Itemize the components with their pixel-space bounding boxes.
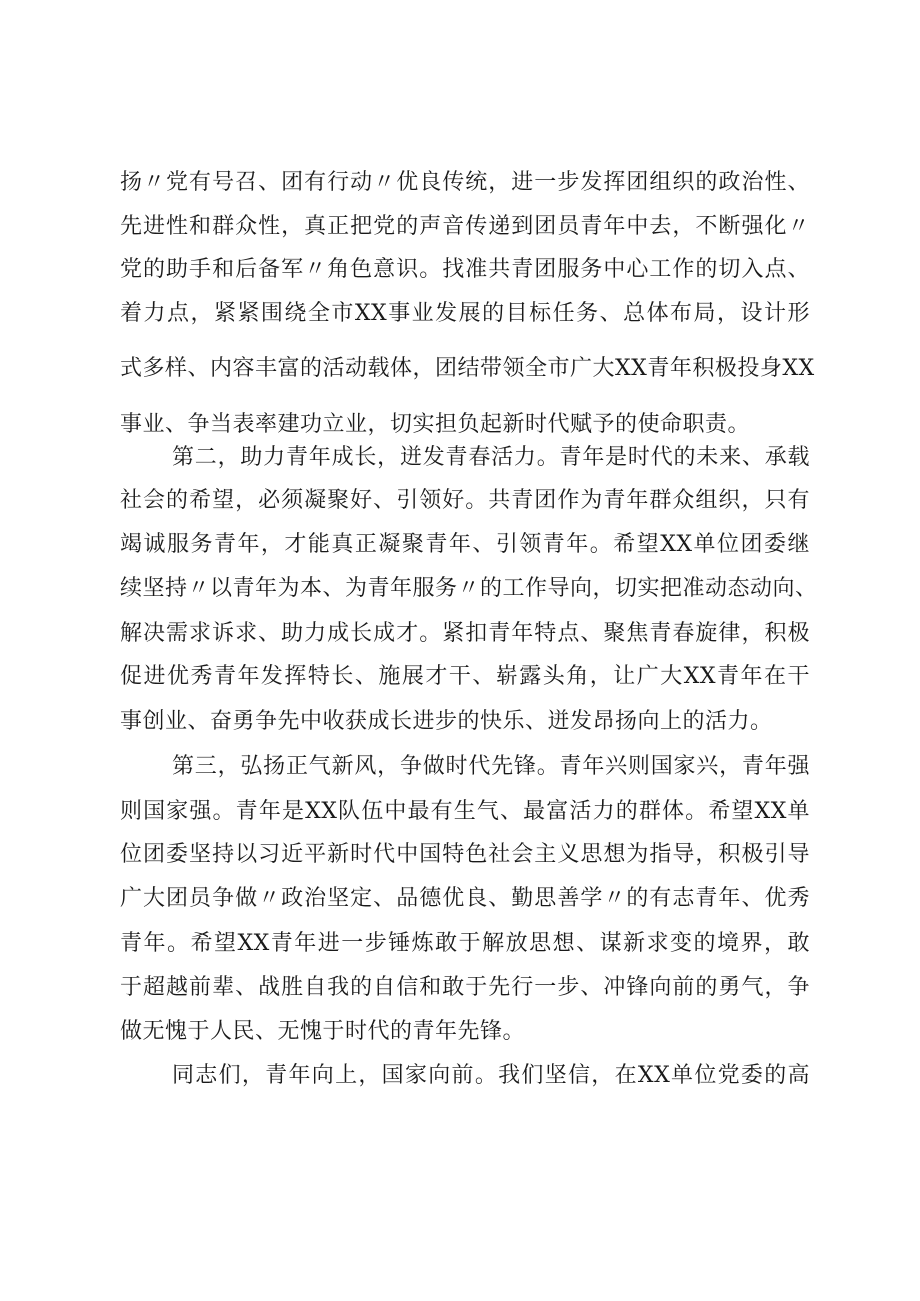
text-line: 先进性和群众性，真正把党的声音传递到团员青年中去，不断强化〃: [120, 214, 810, 239]
text-line: 于超越前辈、战胜自我的自信和敢于先行一步、冲锋向前的勇气，争: [120, 975, 810, 1000]
text-line: 党的助手和后备军〃角色意识。找准共青团服务中心工作的切入点、: [120, 257, 810, 282]
text-line: 续坚持〃以青年为本、为青年服务〃的工作导向，切实把准动态动向、: [120, 576, 818, 601]
text-line: 事创业、奋勇争先中收获成长进步的快乐、迸发昂扬向上的活力。: [120, 709, 773, 734]
text-line: 式多样、内容丰富的活动载体，团结带领全市广大XX青年积极投身XX: [120, 356, 815, 381]
text-line: 则国家强。青年是XX队伍中最有生气、最富活力的群体。希望XX单: [120, 799, 810, 824]
paragraph-start-line: 同志们，青年向上，国家向前。我们坚信，在XX单位党委的高: [172, 1063, 810, 1088]
text-line: 扬〃党有号召、团有行动〃优良传统，进一步发挥团组织的政治性、: [120, 170, 810, 195]
text-line: 促进优秀青年发挥特长、施展才干、崭露头角，让广大XX青年在干: [120, 664, 810, 689]
paragraph-start-line: 第二，助力青年成长，迸发青春活力。青年是时代的未来、承载: [172, 445, 810, 470]
text-line: 解决需求诉求、助力成长成才。紧扣青年特点、聚焦青春旋律，积极: [120, 621, 810, 646]
text-line: 竭诚服务青年，才能真正凝聚青年、引领青年。希望XX单位团委继: [120, 532, 810, 557]
text-line: 社会的希望，必须凝聚好、引领好。共青团作为青年群众组织，只有: [120, 488, 810, 513]
text-line: 位团委坚持以习近平新时代中国特色社会主义思想为指导，积极引导: [120, 842, 810, 867]
text-line: 广大团员争做〃政治坚定、品德优良、勤思善学〃的有志青年、优秀: [120, 886, 810, 911]
text-line: 着力点，紧紧围绕全市XX事业发展的目标任务、总体布局，设计形: [120, 301, 810, 326]
paragraph-start-line: 第三，弘扬正气新风，争做时代先锋。青年兴则国家兴，青年强: [172, 754, 810, 779]
text-line: 做无愧于人民、无愧于时代的青年先锋。: [120, 1019, 526, 1044]
text-line: 事业、争当表率建功立业，切实担负起新时代赋予的使命职责。: [120, 412, 751, 437]
text-line: 青年。希望XX青年进一步锤炼敢于解放思想、谋新求变的境界，敢: [120, 931, 810, 956]
